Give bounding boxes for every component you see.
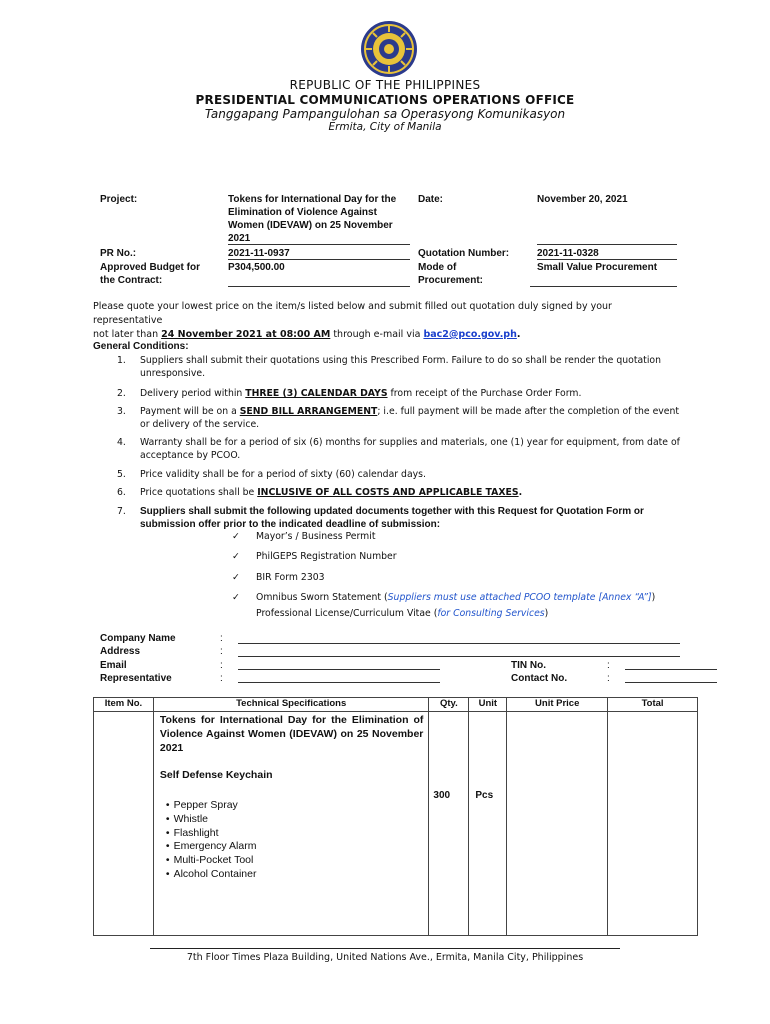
header-location: Ermita, City of Manila (328, 121, 442, 133)
colon: : (220, 646, 223, 657)
mode-underline (530, 286, 677, 287)
contact-field[interactable] (625, 682, 717, 683)
budget-value: P304,500.00 (228, 262, 285, 273)
check-icon: ✓ (232, 551, 240, 562)
project-underline (228, 244, 410, 245)
header-office: PRESIDENTIAL COMMUNICATIONS OPERATIONS OFFICE (195, 93, 575, 107)
deadline-time: 08:00 AM (279, 329, 331, 340)
quotation-underline (537, 259, 677, 260)
pcoo-seal (360, 20, 418, 78)
address-field[interactable] (238, 656, 680, 657)
qty-cell: 300 (429, 712, 469, 936)
colon: : (607, 660, 610, 671)
header-qty: Qty. (429, 698, 469, 712)
pr-value: 2021-11-0937 (228, 248, 290, 259)
project-label: Project: (100, 194, 138, 205)
header-office-filipino: Tanggapang Pampangulohan sa Operasyong Komunikasyon (204, 107, 566, 121)
header-unit: Unit (469, 698, 507, 712)
quotation-label: Quotation Number: (418, 248, 510, 259)
budget-underline (228, 286, 410, 287)
date-label: Date: (418, 194, 444, 205)
date-value: November 20, 2021 (537, 194, 628, 205)
list-item: • Multi-Pocket Tool (176, 854, 429, 868)
header-unit-price: Unit Price (507, 698, 608, 712)
spec-list (154, 799, 429, 882)
company-name-label: Company Name (100, 633, 176, 644)
check-icon: ✓ (232, 531, 240, 542)
email-link[interactable]: bac2@pco.gov.ph (423, 329, 517, 340)
colon: : (220, 633, 223, 644)
list-item: • Pepper Spray (176, 799, 429, 813)
colon: : (607, 673, 610, 684)
contact-label: Contact No. (511, 673, 568, 684)
pr-label: PR No.: (100, 248, 137, 259)
specifications-cell (153, 712, 429, 936)
quotation-value: 2021-11-0328 (537, 248, 599, 259)
mode-value: Small Value Procurement (537, 262, 658, 273)
pr-underline (228, 259, 410, 260)
header-item-no: Item No. (94, 698, 154, 712)
date-underline (537, 244, 677, 245)
item-no-cell[interactable] (94, 712, 154, 936)
header-republic: REPUBLIC OF THE PHILIPPINES (289, 78, 481, 92)
footer-divider (150, 948, 620, 949)
address-label: Address (100, 646, 141, 657)
conditions-title: General Conditions: (93, 341, 189, 352)
intro-paragraph: Please quote your lowest price on the item/s listed below and submit filled out quotation duly signed by your representative not later than 24 November 2021 at 08:00 AM through e-mail via bac2@pco.gov.ph. (93, 301, 612, 340)
table-header-row (94, 698, 698, 712)
tin-field[interactable] (625, 669, 717, 670)
table-row (94, 712, 698, 936)
header-total: Total (608, 698, 698, 712)
email-field[interactable] (238, 669, 440, 670)
representative-field[interactable] (238, 682, 440, 683)
items-table (93, 697, 698, 936)
check-icon: ✓ (232, 592, 240, 603)
unit-cell: Pcs (469, 712, 507, 936)
footer-address: 7th Floor Times Plaza Building, United Nations Ave., Ermita, Manila City, Philippines (186, 952, 584, 963)
list-item: • Emergency Alarm (176, 840, 429, 854)
total-cell[interactable] (608, 712, 698, 936)
list-item: • Whistle (176, 813, 429, 827)
check-icon: ✓ (232, 572, 240, 583)
budget-label: Approved Budget for the Contract: (100, 262, 200, 286)
spec-title: Tokens for International Day for the Elimination of Violence Against Women (IDEVAW) on 25 November 2021 (159, 714, 424, 754)
header-technical-specifications: Technical Specifications (153, 698, 429, 712)
list-item: • Flashlight (176, 827, 429, 841)
company-name-field[interactable] (238, 643, 680, 644)
spec-subtitle: Self Defense Keychain (159, 769, 273, 781)
colon: : (220, 660, 223, 671)
deadline-date: 24 November 2021 (161, 329, 263, 340)
email-label: Email (100, 660, 127, 671)
tin-label: TIN No. (511, 660, 546, 671)
mode-label: Mode of Procurement: (418, 262, 484, 286)
list-item: • Alcohol Container (176, 868, 429, 882)
project-value: Tokens for International Day for the Elimination of Violence Against Women (IDEVAW) on 25 November 2021 (228, 194, 397, 244)
unit-price-cell[interactable] (507, 712, 608, 936)
colon: : (220, 673, 223, 684)
representative-label: Representative (100, 673, 172, 684)
